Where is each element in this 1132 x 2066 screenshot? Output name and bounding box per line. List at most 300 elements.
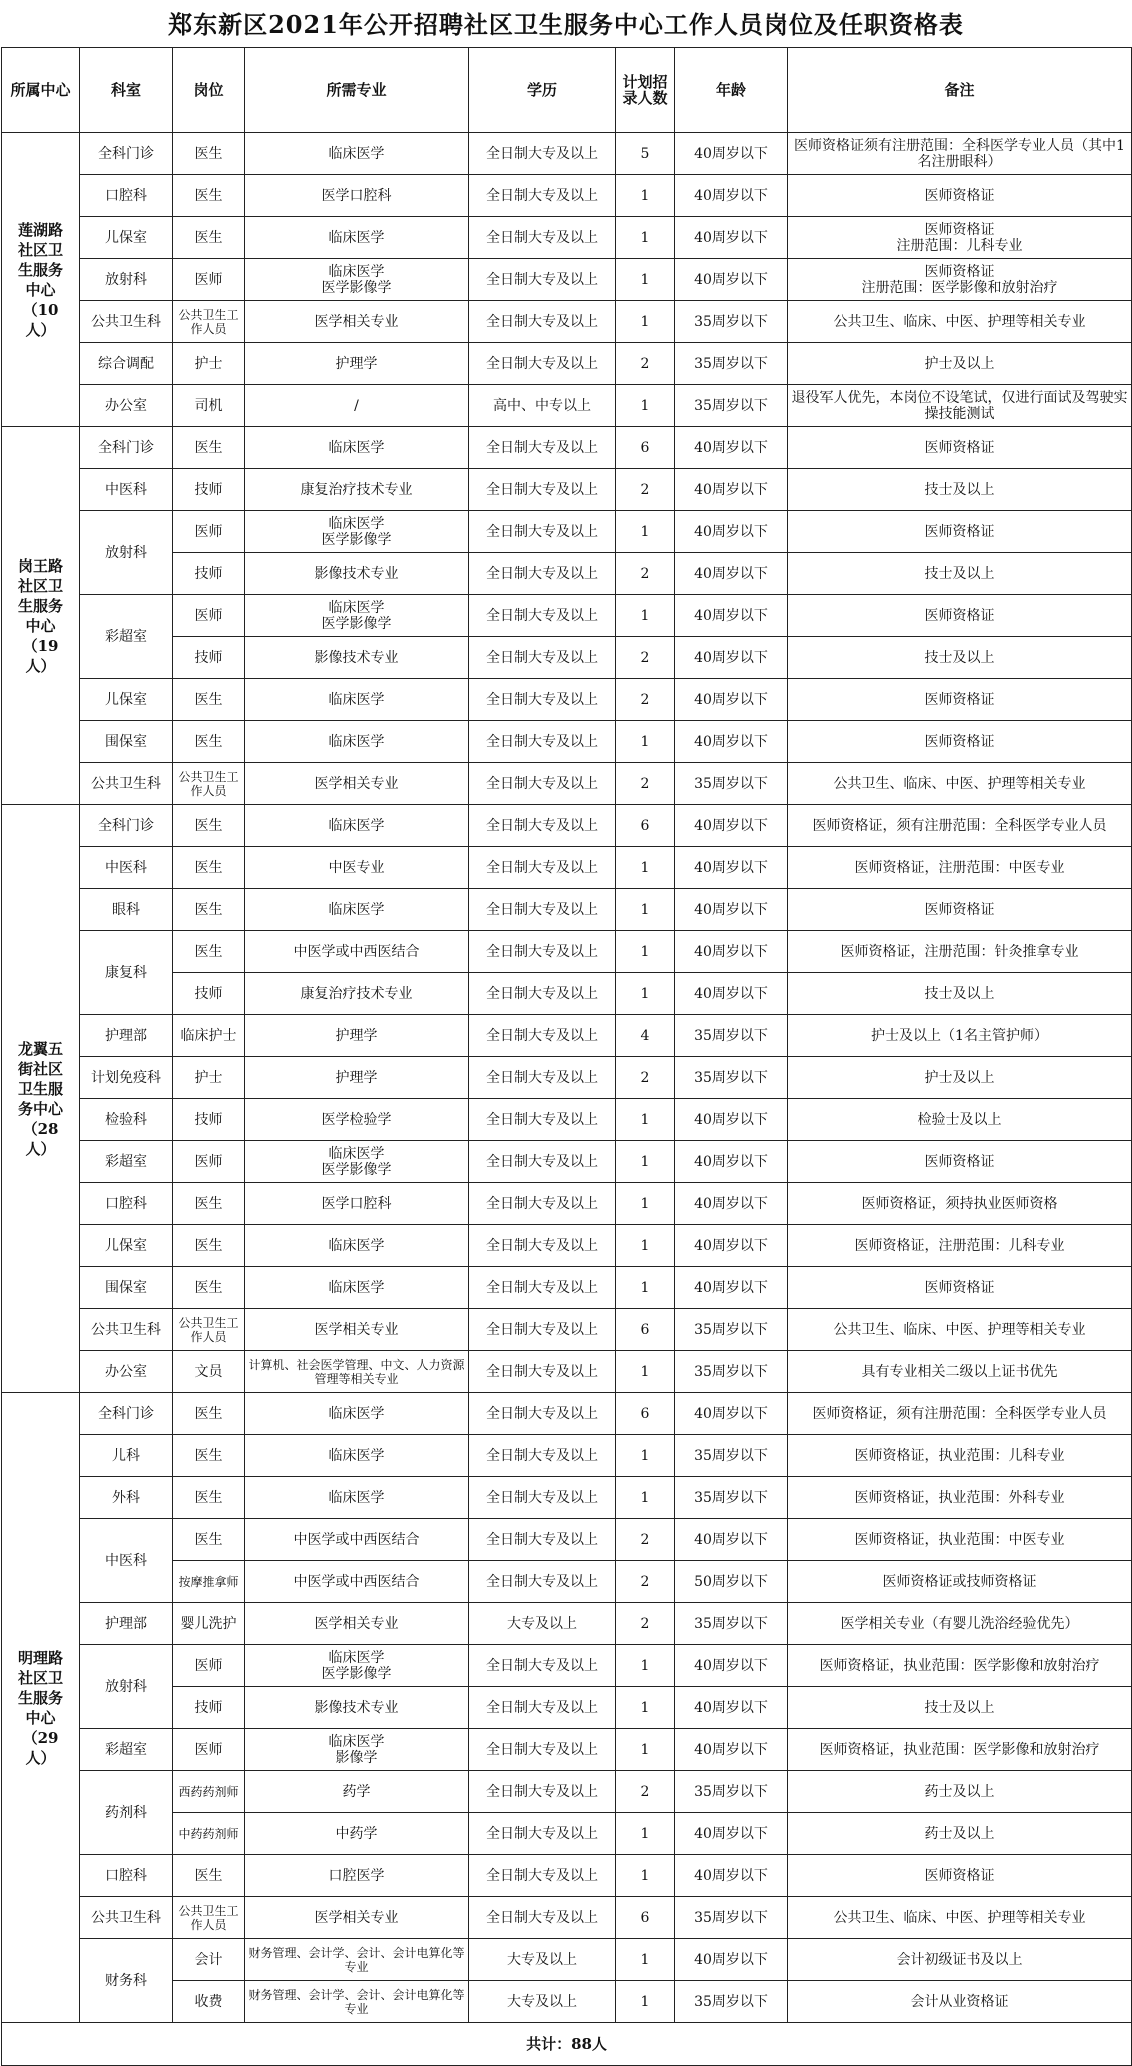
header-position: 岗位 [173, 48, 245, 133]
cell-position: 收费 [173, 1981, 245, 2023]
cell-education: 大专及以上 [469, 1939, 616, 1981]
cell-remarks: 医师资格证，须有注册范围：全科医学专业人员 [788, 805, 1132, 847]
positions-table [1, 47, 1132, 2066]
cell-planned-count: 1 [616, 301, 675, 343]
cell-age: 35周岁以下 [675, 1351, 788, 1393]
table-row [2, 1477, 1132, 1519]
cell-age: 35周岁以下 [675, 1309, 788, 1351]
cell-age: 50周岁以下 [675, 1561, 788, 1603]
cell-department: 综合调配 [80, 343, 173, 385]
cell-department: 康复科 [80, 931, 173, 1015]
cell-age: 40周岁以下 [675, 1393, 788, 1435]
cell-education: 全日制大专及以上 [469, 259, 616, 301]
cell-age: 40周岁以下 [675, 973, 788, 1015]
table-row [2, 1897, 1132, 1939]
cell-age: 40周岁以下 [675, 217, 788, 259]
cell-planned-count: 1 [616, 595, 675, 637]
cell-planned-count: 4 [616, 1015, 675, 1057]
cell-major: 影像技术专业 [245, 637, 469, 679]
cell-major: 临床医学 [245, 133, 469, 175]
cell-department: 计划免疫科 [80, 1057, 173, 1099]
cell-position: 医生 [173, 1435, 245, 1477]
cell-education: 全日制大专及以上 [469, 175, 616, 217]
table-row [2, 385, 1132, 427]
cell-major: / [245, 385, 469, 427]
cell-position: 技师 [173, 637, 245, 679]
cell-major: 口腔医学 [245, 1855, 469, 1897]
cell-remarks: 公共卫生、临床、中医、护理等相关专业 [788, 301, 1132, 343]
cell-education: 全日制大专及以上 [469, 1015, 616, 1057]
cell-education: 全日制大专及以上 [469, 1099, 616, 1141]
cell-department: 护理部 [80, 1603, 173, 1645]
cell-remarks: 医师资格证，须持执业医师资格 [788, 1183, 1132, 1225]
cell-major: 护理学 [245, 343, 469, 385]
table-row [2, 1645, 1132, 1687]
table-row [2, 1435, 1132, 1477]
cell-age: 35周岁以下 [675, 1477, 788, 1519]
cell-department: 中医科 [80, 847, 173, 889]
cell-education: 全日制大专及以上 [469, 973, 616, 1015]
cell-remarks: 医师资格证 [788, 679, 1132, 721]
table-row [2, 847, 1132, 889]
cell-position: 医生 [173, 217, 245, 259]
table-row [2, 511, 1132, 553]
header-age: 年龄 [675, 48, 788, 133]
cell-education: 全日制大专及以上 [469, 1687, 616, 1729]
cell-age: 40周岁以下 [675, 1687, 788, 1729]
cell-remarks: 公共卫生、临床、中医、护理等相关专业 [788, 763, 1132, 805]
cell-center: 岗王路社区卫生服务中心（19人） [2, 427, 80, 805]
cell-remarks: 药士及以上 [788, 1813, 1132, 1855]
cell-position: 护士 [173, 1057, 245, 1099]
cell-education: 全日制大专及以上 [469, 847, 616, 889]
cell-planned-count: 2 [616, 1561, 675, 1603]
cell-planned-count: 2 [616, 343, 675, 385]
cell-major: 临床医学 医学影像学 [245, 1141, 469, 1183]
cell-planned-count: 1 [616, 1477, 675, 1519]
cell-position: 医师 [173, 595, 245, 637]
cell-department: 眼科 [80, 889, 173, 931]
cell-planned-count: 1 [616, 973, 675, 1015]
cell-age: 35周岁以下 [675, 301, 788, 343]
header-row [2, 48, 1132, 133]
cell-planned-count: 2 [616, 1603, 675, 1645]
cell-education: 全日制大专及以上 [469, 1435, 616, 1477]
cell-age: 35周岁以下 [675, 343, 788, 385]
cell-department: 全科门诊 [80, 133, 173, 175]
cell-remarks: 医师资格证 [788, 1141, 1132, 1183]
cell-remarks: 药士及以上 [788, 1771, 1132, 1813]
cell-position: 医生 [173, 931, 245, 973]
cell-remarks: 技士及以上 [788, 553, 1132, 595]
cell-remarks: 医师资格证，注册范围：针灸推拿专业 [788, 931, 1132, 973]
cell-education: 大专及以上 [469, 1603, 616, 1645]
cell-education: 全日制大专及以上 [469, 217, 616, 259]
cell-department: 检验科 [80, 1099, 173, 1141]
cell-age: 40周岁以下 [675, 637, 788, 679]
cell-department: 口腔科 [80, 1855, 173, 1897]
cell-remarks: 医师资格证 [788, 175, 1132, 217]
cell-remarks: 技士及以上 [788, 469, 1132, 511]
table-row [2, 1183, 1132, 1225]
table-row [2, 259, 1132, 301]
header-education: 学历 [469, 48, 616, 133]
cell-planned-count: 1 [616, 1141, 675, 1183]
cell-age: 40周岁以下 [675, 175, 788, 217]
cell-position: 医生 [173, 1519, 245, 1561]
page-title: 郑东新区2021年公开招聘社区卫生服务中心工作人员岗位及任职资格表 [168, 10, 964, 39]
table-row [2, 1351, 1132, 1393]
cell-major: 影像技术专业 [245, 1687, 469, 1729]
cell-major: 医学口腔科 [245, 175, 469, 217]
cell-position: 技师 [173, 1099, 245, 1141]
cell-major: 临床医学 影像学 [245, 1729, 469, 1771]
cell-education: 全日制大专及以上 [469, 805, 616, 847]
cell-planned-count: 1 [616, 1981, 675, 2023]
cell-position: 技师 [173, 469, 245, 511]
cell-position: 医生 [173, 721, 245, 763]
cell-age: 35周岁以下 [675, 1771, 788, 1813]
cell-position: 医生 [173, 889, 245, 931]
table-row [2, 679, 1132, 721]
cell-planned-count: 1 [616, 1813, 675, 1855]
cell-major: 临床医学 [245, 1477, 469, 1519]
cell-department: 彩超室 [80, 1729, 173, 1771]
cell-planned-count: 1 [616, 1435, 675, 1477]
cell-center: 莲湖路社区卫生服务中心（10人） [2, 133, 80, 427]
cell-remarks: 医师资格证，执业范围：外科专业 [788, 1477, 1132, 1519]
cell-age: 40周岁以下 [675, 469, 788, 511]
cell-education: 全日制大专及以上 [469, 763, 616, 805]
table-row [2, 1267, 1132, 1309]
cell-department: 办公室 [80, 1351, 173, 1393]
cell-age: 40周岁以下 [675, 721, 788, 763]
cell-remarks: 退役军人优先，本岗位不设笔试，仅进行面试及驾驶实操技能测试 [788, 385, 1132, 427]
cell-planned-count: 6 [616, 1897, 675, 1939]
cell-major: 临床医学 [245, 1267, 469, 1309]
cell-remarks: 护士及以上（1名主管护师） [788, 1015, 1132, 1057]
cell-planned-count: 6 [616, 427, 675, 469]
cell-major: 康复治疗技术专业 [245, 469, 469, 511]
cell-education: 全日制大专及以上 [469, 1561, 616, 1603]
cell-age: 35周岁以下 [675, 1897, 788, 1939]
header-planned-count: 计划招录人数 [616, 48, 675, 133]
cell-age: 40周岁以下 [675, 805, 788, 847]
cell-department: 公共卫生科 [80, 1309, 173, 1351]
cell-education: 全日制大专及以上 [469, 1267, 616, 1309]
cell-department: 外科 [80, 1477, 173, 1519]
cell-major: 药学 [245, 1771, 469, 1813]
cell-position: 医生 [173, 1183, 245, 1225]
table-row [2, 301, 1132, 343]
cell-major: 医学相关专业 [245, 763, 469, 805]
cell-education: 全日制大专及以上 [469, 889, 616, 931]
cell-major: 影像技术专业 [245, 553, 469, 595]
cell-planned-count: 1 [616, 259, 675, 301]
cell-remarks: 医师资格证，须有注册范围：全科医学专业人员 [788, 1393, 1132, 1435]
cell-age: 40周岁以下 [675, 1813, 788, 1855]
cell-age: 40周岁以下 [675, 889, 788, 931]
table-row [2, 931, 1132, 973]
cell-remarks: 技士及以上 [788, 637, 1132, 679]
table-row [2, 595, 1132, 637]
cell-major: 临床医学 医学影像学 [245, 511, 469, 553]
cell-department: 儿保室 [80, 679, 173, 721]
cell-position: 西药药剂师 [173, 1771, 245, 1813]
cell-major: 临床医学 医学影像学 [245, 595, 469, 637]
cell-education: 全日制大专及以上 [469, 637, 616, 679]
cell-major: 临床医学 医学影像学 [245, 1645, 469, 1687]
cell-age: 40周岁以下 [675, 427, 788, 469]
cell-planned-count: 1 [616, 1687, 675, 1729]
cell-major: 护理学 [245, 1015, 469, 1057]
cell-position: 会计 [173, 1939, 245, 1981]
cell-department: 儿科 [80, 1435, 173, 1477]
cell-age: 35周岁以下 [675, 385, 788, 427]
cell-major: 临床医学 [245, 217, 469, 259]
cell-planned-count: 1 [616, 931, 675, 973]
cell-age: 40周岁以下 [675, 847, 788, 889]
cell-age: 40周岁以下 [675, 553, 788, 595]
cell-major: 中医学或中西医结合 [245, 931, 469, 973]
table-row [2, 469, 1132, 511]
cell-age: 35周岁以下 [675, 1981, 788, 2023]
cell-department: 儿保室 [80, 1225, 173, 1267]
cell-position: 司机 [173, 385, 245, 427]
cell-planned-count: 6 [616, 805, 675, 847]
cell-major: 临床医学 [245, 721, 469, 763]
cell-department: 围保室 [80, 1267, 173, 1309]
cell-remarks: 医师资格证 [788, 889, 1132, 931]
cell-planned-count: 1 [616, 847, 675, 889]
cell-education: 全日制大专及以上 [469, 301, 616, 343]
cell-age: 40周岁以下 [675, 511, 788, 553]
cell-planned-count: 2 [616, 553, 675, 595]
cell-major: 医学相关专业 [245, 1897, 469, 1939]
cell-remarks: 技士及以上 [788, 1687, 1132, 1729]
table-row [2, 427, 1132, 469]
cell-age: 40周岁以下 [675, 1519, 788, 1561]
cell-education: 高中、中专以上 [469, 385, 616, 427]
cell-education: 全日制大专及以上 [469, 511, 616, 553]
cell-age: 40周岁以下 [675, 1267, 788, 1309]
cell-major: 医学口腔科 [245, 1183, 469, 1225]
cell-education: 全日制大专及以上 [469, 721, 616, 763]
cell-planned-count: 2 [616, 637, 675, 679]
cell-age: 40周岁以下 [675, 1225, 788, 1267]
cell-planned-count: 6 [616, 1393, 675, 1435]
cell-age: 40周岁以下 [675, 1141, 788, 1183]
cell-remarks: 医师资格证 [788, 721, 1132, 763]
header-major: 所需专业 [245, 48, 469, 133]
cell-planned-count: 2 [616, 1057, 675, 1099]
cell-department: 全科门诊 [80, 805, 173, 847]
cell-education: 全日制大专及以上 [469, 1309, 616, 1351]
cell-education: 全日制大专及以上 [469, 1897, 616, 1939]
cell-department: 中医科 [80, 469, 173, 511]
header-department: 科室 [80, 48, 173, 133]
cell-major: 临床医学 [245, 805, 469, 847]
table-row [2, 1015, 1132, 1057]
cell-education: 全日制大专及以上 [469, 1477, 616, 1519]
cell-remarks: 医师资格证，执业范围：医学影像和放射治疗 [788, 1645, 1132, 1687]
cell-remarks: 医师资格证 [788, 511, 1132, 553]
cell-age: 40周岁以下 [675, 1183, 788, 1225]
cell-major: 中医学或中西医结合 [245, 1519, 469, 1561]
table-row [2, 805, 1132, 847]
cell-position: 医生 [173, 1855, 245, 1897]
cell-position: 医师 [173, 1141, 245, 1183]
table-row [2, 1729, 1132, 1771]
table-row [2, 763, 1132, 805]
cell-department: 护理部 [80, 1015, 173, 1057]
cell-major: 康复治疗技术专业 [245, 973, 469, 1015]
cell-major: 临床医学 [245, 1435, 469, 1477]
cell-age: 35周岁以下 [675, 1603, 788, 1645]
cell-major: 临床医学 [245, 889, 469, 931]
cell-position: 公共卫生工作人员 [173, 301, 245, 343]
cell-education: 全日制大专及以上 [469, 133, 616, 175]
cell-age: 40周岁以下 [675, 1855, 788, 1897]
total-cell: 共计：88人 [2, 2023, 1132, 2066]
cell-remarks: 医师资格证，注册范围：中医专业 [788, 847, 1132, 889]
cell-education: 全日制大专及以上 [469, 931, 616, 973]
cell-planned-count: 1 [616, 1855, 675, 1897]
cell-position: 医生 [173, 1393, 245, 1435]
cell-position: 护士 [173, 343, 245, 385]
cell-education: 全日制大专及以上 [469, 427, 616, 469]
cell-remarks: 医师资格证，执业范围：中医专业 [788, 1519, 1132, 1561]
cell-department: 口腔科 [80, 1183, 173, 1225]
cell-age: 35周岁以下 [675, 1435, 788, 1477]
cell-position: 医师 [173, 259, 245, 301]
cell-age: 40周岁以下 [675, 931, 788, 973]
cell-major: 财务管理、会计学、会计、会计电算化等专业 [245, 1981, 469, 2023]
cell-planned-count: 1 [616, 721, 675, 763]
cell-age: 40周岁以下 [675, 1645, 788, 1687]
cell-planned-count: 2 [616, 679, 675, 721]
cell-position: 医生 [173, 805, 245, 847]
cell-education: 全日制大专及以上 [469, 1057, 616, 1099]
cell-remarks: 医师资格证 [788, 1267, 1132, 1309]
cell-planned-count: 5 [616, 133, 675, 175]
cell-education: 全日制大专及以上 [469, 1183, 616, 1225]
table-row [2, 217, 1132, 259]
cell-planned-count: 2 [616, 469, 675, 511]
cell-center: 明理路社区卫生服务中心（29人） [2, 1393, 80, 2023]
cell-planned-count: 1 [616, 1351, 675, 1393]
cell-remarks: 医师资格证，注册范围：儿科专业 [788, 1225, 1132, 1267]
cell-age: 40周岁以下 [675, 595, 788, 637]
cell-position: 医生 [173, 847, 245, 889]
cell-planned-count: 1 [616, 217, 675, 259]
cell-remarks: 医学相关专业（有婴儿洗浴经验优先） [788, 1603, 1132, 1645]
table-row [2, 721, 1132, 763]
cell-education: 全日制大专及以上 [469, 553, 616, 595]
cell-remarks: 具有专业相关二级以上证书优先 [788, 1351, 1132, 1393]
cell-department: 公共卫生科 [80, 1897, 173, 1939]
cell-planned-count: 1 [616, 1645, 675, 1687]
cell-major: 临床医学 医学影像学 [245, 259, 469, 301]
cell-education: 全日制大专及以上 [469, 1813, 616, 1855]
cell-education: 全日制大专及以上 [469, 679, 616, 721]
cell-remarks: 医师资格证或技师资格证 [788, 1561, 1132, 1603]
cell-age: 35周岁以下 [675, 1057, 788, 1099]
cell-remarks: 医师资格证 注册范围：医学影像和放射治疗 [788, 259, 1132, 301]
cell-position: 公共卫生工作人员 [173, 763, 245, 805]
cell-center: 龙翼五街社区卫生服务中心（28人） [2, 805, 80, 1393]
cell-planned-count: 1 [616, 1729, 675, 1771]
cell-planned-count: 1 [616, 889, 675, 931]
header-center: 所属中心 [2, 48, 80, 133]
cell-major: 中医学或中西医结合 [245, 1561, 469, 1603]
cell-education: 全日制大专及以上 [469, 1645, 616, 1687]
cell-department: 公共卫生科 [80, 301, 173, 343]
cell-education: 全日制大专及以上 [469, 1729, 616, 1771]
cell-planned-count: 1 [616, 1183, 675, 1225]
cell-education: 全日制大专及以上 [469, 1519, 616, 1561]
cell-department: 公共卫生科 [80, 763, 173, 805]
cell-position: 医师 [173, 511, 245, 553]
cell-planned-count: 1 [616, 1225, 675, 1267]
cell-major: 中医专业 [245, 847, 469, 889]
cell-major: 护理学 [245, 1057, 469, 1099]
cell-remarks: 医师资格证 [788, 1855, 1132, 1897]
cell-position: 医生 [173, 1225, 245, 1267]
cell-department: 放射科 [80, 259, 173, 301]
cell-planned-count: 1 [616, 1099, 675, 1141]
table-body [2, 133, 1132, 2023]
table-row [2, 175, 1132, 217]
cell-education: 全日制大专及以上 [469, 1141, 616, 1183]
cell-planned-count: 2 [616, 1519, 675, 1561]
cell-major: 临床医学 [245, 427, 469, 469]
table-row [2, 133, 1132, 175]
cell-age: 35周岁以下 [675, 1015, 788, 1057]
cell-position: 中药药剂师 [173, 1813, 245, 1855]
table-row [2, 1225, 1132, 1267]
cell-planned-count: 6 [616, 1309, 675, 1351]
cell-department: 儿保室 [80, 217, 173, 259]
cell-major: 临床医学 [245, 1393, 469, 1435]
cell-position: 公共卫生工作人员 [173, 1309, 245, 1351]
table-row [2, 1057, 1132, 1099]
table-row [2, 1141, 1132, 1183]
cell-remarks: 检验士及以上 [788, 1099, 1132, 1141]
cell-planned-count: 1 [616, 385, 675, 427]
cell-age: 40周岁以下 [675, 1729, 788, 1771]
cell-planned-count: 2 [616, 1771, 675, 1813]
cell-position: 技师 [173, 553, 245, 595]
cell-position: 医生 [173, 427, 245, 469]
cell-position: 文员 [173, 1351, 245, 1393]
header-remarks: 备注 [788, 48, 1132, 133]
cell-remarks: 医师资格证，执业范围：医学影像和放射治疗 [788, 1729, 1132, 1771]
cell-planned-count: 1 [616, 175, 675, 217]
cell-age: 40周岁以下 [675, 1099, 788, 1141]
cell-planned-count: 2 [616, 763, 675, 805]
cell-education: 全日制大专及以上 [469, 469, 616, 511]
cell-remarks: 公共卫生、临床、中医、护理等相关专业 [788, 1309, 1132, 1351]
cell-remarks: 公共卫生、临床、中医、护理等相关专业 [788, 1897, 1132, 1939]
table-row [2, 1603, 1132, 1645]
cell-education: 全日制大专及以上 [469, 1225, 616, 1267]
cell-position: 医生 [173, 679, 245, 721]
cell-remarks: 医师资格证 [788, 595, 1132, 637]
cell-department: 围保室 [80, 721, 173, 763]
table-row [2, 889, 1132, 931]
cell-position: 医生 [173, 175, 245, 217]
